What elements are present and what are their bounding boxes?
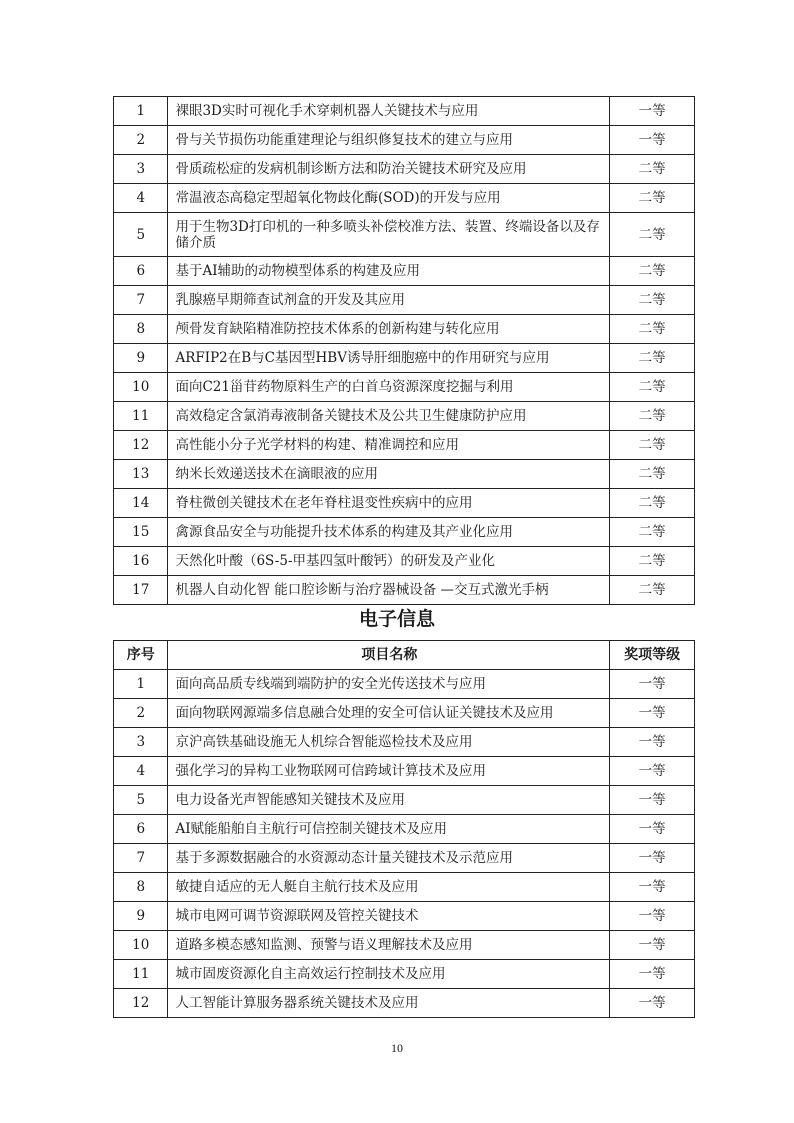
- row-serial-number: 1: [114, 97, 168, 126]
- row-serial-number: 15: [114, 518, 168, 547]
- row-project-name: 脊柱微创关键技术在老年脊柱退变性疾病中的应用: [168, 489, 610, 518]
- row-serial-number: 6: [114, 257, 168, 286]
- row-award-level: 二等: [610, 489, 695, 518]
- table-row: [114, 757, 695, 786]
- row-project-name: 骨与关节损伤功能重建理论与组织修复技术的建立与应用: [168, 126, 610, 155]
- row-project-name: 纳米长效递送技术在滴眼液的应用: [168, 460, 610, 489]
- row-award-level: 二等: [610, 315, 695, 344]
- row-project-name: ARFIP2在B与C基因型HBV诱导肝细胞癌中的作用研究与应用: [168, 344, 610, 373]
- table-row: [114, 728, 695, 757]
- row-project-name: 乳腺癌早期筛查试剂盒的开发及其应用: [168, 286, 610, 315]
- row-award-level: 二等: [610, 213, 695, 257]
- row-award-level: 二等: [610, 344, 695, 373]
- row-serial-number: 11: [114, 402, 168, 431]
- table-row: [114, 873, 695, 902]
- row-serial-number: 4: [114, 757, 168, 786]
- row-award-level: 一等: [610, 902, 695, 931]
- electronic-info-awards-table: [113, 640, 695, 1018]
- table-row: [114, 931, 695, 960]
- row-award-level: 一等: [610, 728, 695, 757]
- table-row: [114, 576, 695, 605]
- row-serial-number: 7: [114, 286, 168, 315]
- row-serial-number: 8: [114, 873, 168, 902]
- row-serial-number: 5: [114, 213, 168, 257]
- row-project-name: 城市固废资源化自主高效运行控制技术及应用: [168, 960, 610, 989]
- row-serial-number: 1: [114, 670, 168, 699]
- header-project-name: 项目名称: [168, 641, 610, 670]
- row-award-level: 二等: [610, 184, 695, 213]
- row-project-name: 敏捷自适应的无人艇自主航行技术及应用: [168, 873, 610, 902]
- header-serial-number: 序号: [114, 641, 168, 670]
- table-row: [114, 460, 695, 489]
- table-row: [114, 257, 695, 286]
- row-project-name: 禽源食品安全与功能提升技术体系的构建及其产业化应用: [168, 518, 610, 547]
- row-project-name: 高性能小分子光学材料的构建、精准调控和应用: [168, 431, 610, 460]
- row-serial-number: 16: [114, 547, 168, 576]
- row-award-level: 二等: [610, 402, 695, 431]
- row-award-level: 一等: [610, 670, 695, 699]
- row-award-level: 二等: [610, 576, 695, 605]
- table-row: [114, 315, 695, 344]
- row-award-level: 一等: [610, 126, 695, 155]
- row-award-level: 二等: [610, 155, 695, 184]
- table-row: [114, 344, 695, 373]
- row-award-level: 一等: [610, 844, 695, 873]
- table-row: [114, 155, 695, 184]
- table-row: [114, 431, 695, 460]
- row-serial-number: 2: [114, 699, 168, 728]
- row-serial-number: 9: [114, 902, 168, 931]
- row-serial-number: 12: [114, 989, 168, 1018]
- medical-awards-table-body: [114, 97, 695, 605]
- table-row: [114, 960, 695, 989]
- row-award-level: 二等: [610, 286, 695, 315]
- row-award-level: 二等: [610, 460, 695, 489]
- row-serial-number: 8: [114, 315, 168, 344]
- row-serial-number: 10: [114, 931, 168, 960]
- table-row: [114, 126, 695, 155]
- row-award-level: 二等: [610, 431, 695, 460]
- table-row: [114, 670, 695, 699]
- row-project-name: 机器人自动化智 能口腔诊断与治疗器械设备 —交互式激光手柄: [168, 576, 610, 605]
- row-project-name: 高效稳定含氯消毒液制备关键技术及公共卫生健康防护应用: [168, 402, 610, 431]
- row-serial-number: 4: [114, 184, 168, 213]
- table-row: [114, 402, 695, 431]
- row-project-name: 强化学习的异构工业物联网可信跨域计算技术及应用: [168, 757, 610, 786]
- row-award-level: 二等: [610, 547, 695, 576]
- row-award-level: 一等: [610, 786, 695, 815]
- row-project-name: 面向高品质专线端到端防护的安全光传送技术与应用: [168, 670, 610, 699]
- row-serial-number: 13: [114, 460, 168, 489]
- table-row: [114, 489, 695, 518]
- row-award-level: 一等: [610, 757, 695, 786]
- row-award-level: 二等: [610, 257, 695, 286]
- table-row: [114, 815, 695, 844]
- section-title: 电子信息: [358, 608, 435, 630]
- row-award-level: 一等: [610, 815, 695, 844]
- table-row: [114, 989, 695, 1018]
- row-project-name: 用于生物3D打印机的一种多喷头补偿校准方法、装置、终端设备以及存储介质: [168, 213, 610, 257]
- row-project-name: AI赋能船舶自主航行可信控制关键技术及应用: [168, 815, 610, 844]
- row-award-level: 一等: [610, 989, 695, 1018]
- table-row: [114, 184, 695, 213]
- row-project-name: 面向物联网源端多信息融合处理的安全可信认证关键技术及应用: [168, 699, 610, 728]
- table-row: [114, 373, 695, 402]
- table-header-row: [114, 641, 695, 670]
- medical-awards-table: [113, 96, 695, 605]
- page-number: 10: [391, 1041, 403, 1055]
- row-project-name: 京沪高铁基础设施无人机综合智能巡检技术及应用: [168, 728, 610, 757]
- header-award-level: 奖项等级: [610, 641, 695, 670]
- table-row: [114, 786, 695, 815]
- row-serial-number: 7: [114, 844, 168, 873]
- table-row: [114, 213, 695, 257]
- row-project-name: 常温液态高稳定型超氧化物歧化酶(SOD)的开发与应用: [168, 184, 610, 213]
- row-award-level: 二等: [610, 518, 695, 547]
- table-row: [114, 97, 695, 126]
- row-award-level: 一等: [610, 960, 695, 989]
- row-award-level: 一等: [610, 931, 695, 960]
- row-project-name: 裸眼3D实时可视化手术穿刺机器人关键技术与应用: [168, 97, 610, 126]
- row-serial-number: 14: [114, 489, 168, 518]
- row-serial-number: 17: [114, 576, 168, 605]
- table-row: [114, 547, 695, 576]
- row-serial-number: 11: [114, 960, 168, 989]
- table-row: [114, 844, 695, 873]
- row-project-name: 城市电网可调节资源联网及管控关键技术: [168, 902, 610, 931]
- row-serial-number: 3: [114, 728, 168, 757]
- table-row: [114, 699, 695, 728]
- row-serial-number: 9: [114, 344, 168, 373]
- row-award-level: 一等: [610, 97, 695, 126]
- row-serial-number: 5: [114, 786, 168, 815]
- table-row: [114, 518, 695, 547]
- row-project-name: 颅骨发育缺陷精准防控技术体系的创新构建与转化应用: [168, 315, 610, 344]
- table-row: [114, 286, 695, 315]
- row-project-name: 基于AI辅助的动物模型体系的构建及应用: [168, 257, 610, 286]
- row-serial-number: 2: [114, 126, 168, 155]
- row-project-name: 面向C21甾苷药物原料生产的白首乌资源深度挖掘与利用: [168, 373, 610, 402]
- row-project-name: 人工智能计算服务器系统关键技术及应用: [168, 989, 610, 1018]
- row-award-level: 一等: [610, 873, 695, 902]
- row-award-level: 一等: [610, 699, 695, 728]
- row-serial-number: 6: [114, 815, 168, 844]
- row-serial-number: 10: [114, 373, 168, 402]
- row-project-name: 道路多模态感知监测、预警与语义理解技术及应用: [168, 931, 610, 960]
- row-project-name: 基于多源数据融合的水资源动态计量关键技术及示范应用: [168, 844, 610, 873]
- row-project-name: 电力设备光声智能感知关键技术及应用: [168, 786, 610, 815]
- row-project-name: 骨质疏松症的发病机制诊断方法和防治关键技术研究及应用: [168, 155, 610, 184]
- electronic-info-awards-table-body: [114, 670, 695, 1018]
- row-project-name: 天然化叶酸（6S-5-甲基四氢叶酸钙）的研发及产业化: [168, 547, 610, 576]
- row-serial-number: 12: [114, 431, 168, 460]
- row-award-level: 二等: [610, 373, 695, 402]
- row-serial-number: 3: [114, 155, 168, 184]
- table-row: [114, 902, 695, 931]
